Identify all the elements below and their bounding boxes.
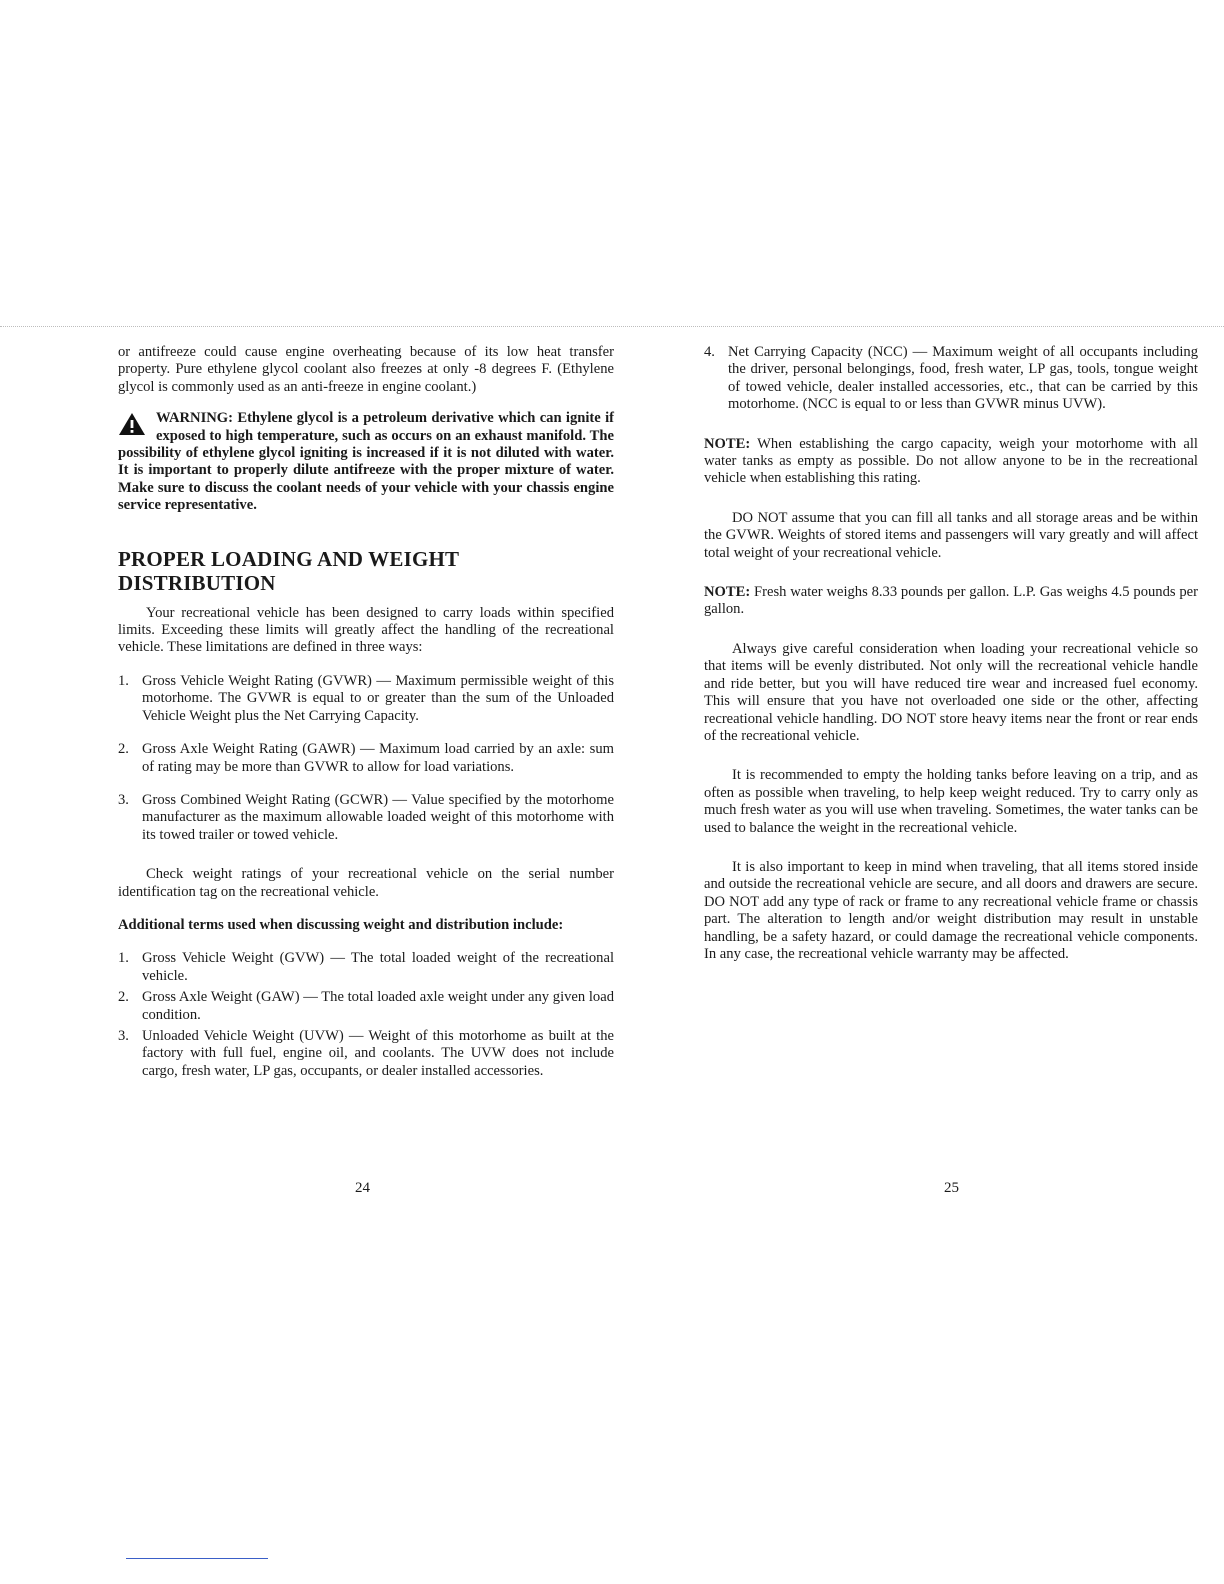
list-item: [118, 1028, 614, 1080]
check-paragraph: Check weight ratings of your recreational vehicle on the serial number identification tag on the recreational vehicle.: [118, 866, 614, 900]
intro-paragraph: Your recreational vehicle has been designed to carry loads within specified limits. Exceeding these limits will greatly affect the handling of the recreational vehicle. These limitations are defined in three ways:: [118, 604, 614, 656]
list-item: [118, 741, 614, 776]
list-item: [118, 989, 614, 1024]
note-label: NOTE:: [704, 584, 751, 601]
page-number-right: 25: [944, 1180, 959, 1196]
warning-block: [118, 410, 614, 514]
note-label: NOTE:: [704, 435, 751, 452]
additional-terms-heading: Additional terms used when discussing weight and distribution include:: [118, 916, 564, 933]
warning-text: WARNING: Ethylene glycol is a petroleum derivative which can ignite if exposed to high temperature, such as occurs on an exhaust manifold. The possibility of ethylene glycol igniting is increased if it is not diluted with water. It is important to properly dilute antifreeze with the proper mixture of water. Make sure to discuss the coolant needs of your vehicle with your chassis engine service representative.: [118, 410, 614, 514]
do-not-paragraph: DO NOT assume that you can fill all tanks and all storage areas and be within the GVWR. Weights of stored items and passengers will vary greatly and will affect total weight of your recreational vehicle.: [704, 509, 1198, 561]
page-top-rule: [0, 326, 1224, 327]
list-item-text: Gross Combined Weight Rating (GCWR) — Value specified by the motorhome manufacturer as the maximum allowable loaded weight of this motorhome with its towed trailer or towed vehicle.: [142, 791, 614, 843]
list-item-text: Gross Vehicle Weight Rating (GVWR) — Maximum permissible weight of this motorhome. The GVWR is equal to or greater than the sum of the Unloaded Vehicle Weight plus the Net Carrying Capacity.: [142, 672, 614, 724]
list-item-text: Gross Vehicle Weight (GVW) — The total loaded weight of the recreational vehicle.: [142, 950, 614, 984]
list-item-number: 1.: [118, 950, 129, 967]
capacity-list: [704, 344, 1198, 414]
list-item: [118, 950, 614, 985]
list-item-text: Gross Axle Weight Rating (GAWR) — Maximum load carried by an axle: sum of rating may be more than GVWR to allow for load variations.: [142, 741, 614, 775]
always-paragraph: Always give careful consideration when loading your recreational vehicle so that items will be evenly distributed. Not only will the recreational vehicle handle and ride better, but you will have reduced tire wear and increased fuel economy. This will ensure that you have not overloaded one side or the other, affecting recreational vehicle handling. DO NOT store heavy items near the front or rear ends of the recreational vehicle.: [704, 640, 1198, 744]
list-item: [118, 792, 614, 844]
continued-paragraph: or antifreeze could cause engine overheating because of its low heat transfer property. Pure ethylene glycol coolant also freezes at only -8 degrees F. (Ethylene glycol is commonly used as an anti-freeze in engine coolant.): [118, 344, 614, 395]
section-heading: PROPER LOADING AND WEIGHT DISTRIBUTION: [118, 546, 459, 595]
ratings-list: [118, 673, 614, 844]
list-item-number: 4.: [704, 344, 715, 360]
note-water-weight: [704, 584, 1198, 619]
note-text: Fresh water weighs 8.33 pounds per gallon. L.P. Gas weighs 4.5 pounds per gallon.: [704, 584, 1198, 618]
list-item-number: 2.: [118, 989, 129, 1006]
recommended-paragraph: It is recommended to empty the holding tanks before leaving on a trip, and as often as possible when traveling, to help keep weight reduced. Try to carry only as much fresh water as you will use when traveling. Sometimes, the water tanks can be used to balance the weight in the recreational vehicle.: [704, 767, 1198, 836]
list-item-text: Unloaded Vehicle Weight (UVW) — Weight of this motorhome as built at the factory with full fuel, engine oil, and coolants. The UVW does not include cargo, fresh water, LP gas, occupants, or dealer installed accessories.: [142, 1027, 614, 1079]
list-item-number: 3.: [118, 791, 129, 808]
bottom-edge-line: [126, 1558, 268, 1559]
warning-triangle-icon: [118, 412, 146, 436]
list-item-number: 2.: [118, 741, 129, 758]
list-item-number: 1.: [118, 672, 129, 689]
list-item-text: Gross Axle Weight (GAW) — The total loaded axle weight under any given load condition.: [142, 989, 614, 1023]
note-text: When establishing the cargo capacity, weigh your motorhome with all water tanks as empty as possible. Do not allow anyone to be in the recreational vehicle when establishing this rating.: [704, 435, 1198, 487]
list-item: [704, 344, 1198, 414]
list-item-number: 3.: [118, 1027, 129, 1044]
note-cargo-capacity: [704, 436, 1198, 488]
terms-list: [118, 950, 614, 1080]
left-page: [118, 344, 614, 1080]
page-number-left: 24: [355, 1180, 370, 1196]
list-item: [118, 673, 614, 725]
list-item-text: Net Carrying Capacity (NCC) — Maximum weight of all occupants including the driver, personal belongings, food, fresh water, LP gas, tools, tongue weight of towed vehicle, dealer installed accessories, etc., that can be carried by this motorhome. (NCC is equal to or less than GVWR minus UVW).: [728, 344, 1198, 413]
important-paragraph: It is also important to keep in mind when traveling, that all items stored inside and outside the recreational vehicle are secure, and all doors and drawers are secure. DO NOT add any type of rack or frame to any recreational vehicle frame or chassis part. The alteration to length and/or weight distribution may result in unstable handling, be a safety hazard, or could damage the recreational vehicle components. In any case, the recreational vehicle warranty may be affected.: [704, 858, 1198, 962]
right-page: [704, 344, 1198, 963]
